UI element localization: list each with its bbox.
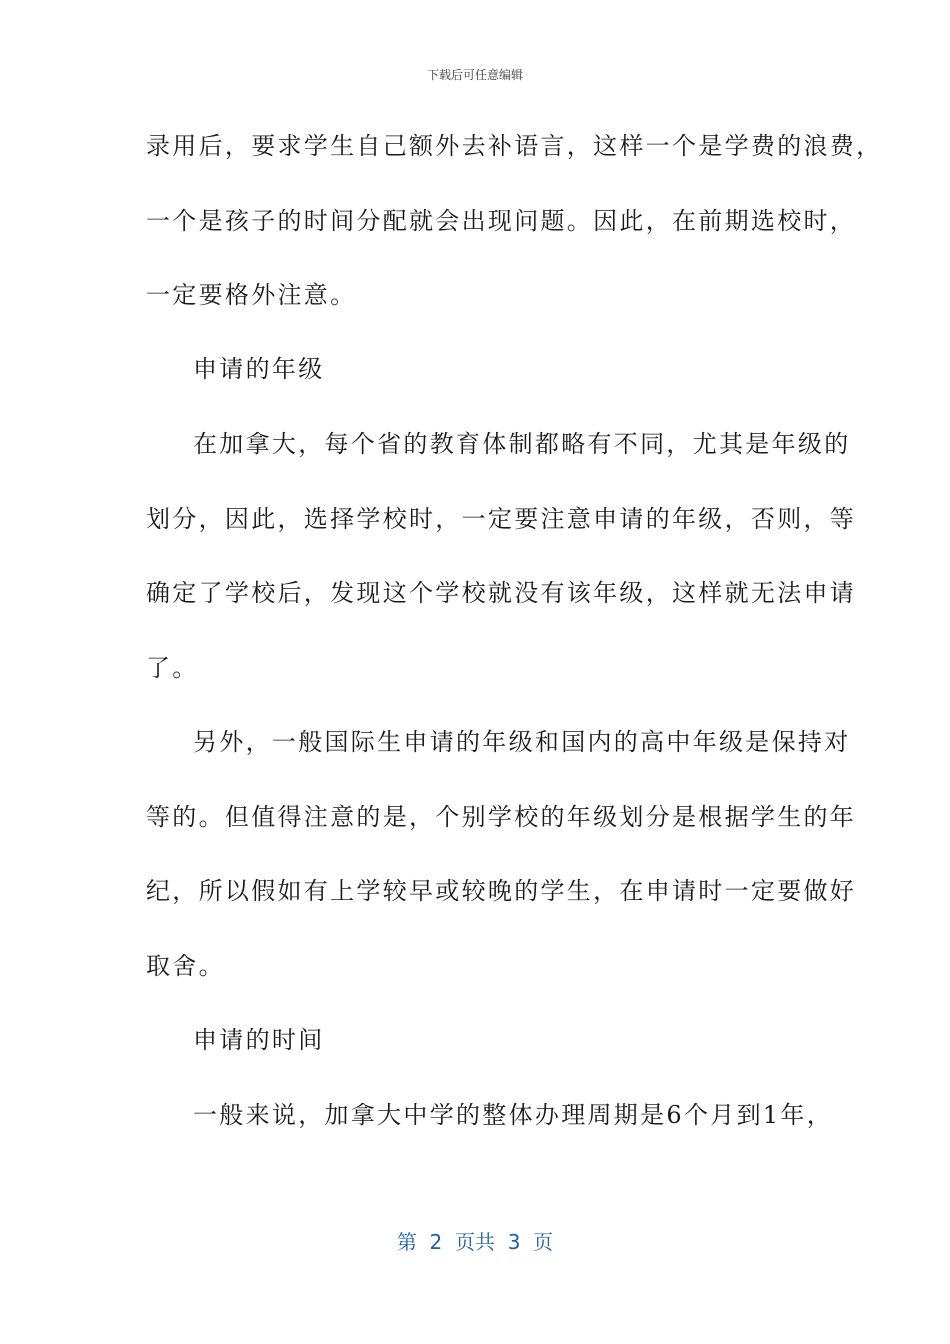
body-line: 一般来说，加拿大中学的整体办理周期是6个月到1年， — [193, 1101, 834, 1129]
body-line: 另外，一般国际生申请的年级和国内的高中年级是保持对 — [193, 728, 851, 756]
section-heading: 申请的年级 — [193, 355, 325, 383]
body-line: 一个是孩子的时间分配就会出现问题。因此，在前期选校时， — [146, 207, 857, 235]
body-line: 一定要格外注意。 — [146, 281, 357, 309]
body-line: 纪，所以假如有上学较早或较晚的学生，在申请时一定要做好 — [146, 877, 857, 905]
page-number-footer: 第 2 页共 3 页 — [396, 1230, 554, 1254]
body-line: 等的。但值得注意的是，个别学校的年级划分是根据学生的年 — [146, 803, 857, 831]
page-header: 下载后可任意编辑 — [426, 68, 523, 82]
body-line: 取舍。 — [146, 952, 225, 980]
body-line: 在加拿大，每个省的教育体制都略有不同，尤其是年级的 — [193, 430, 851, 458]
section-heading: 申请的时间 — [193, 1026, 325, 1054]
body-line: 确定了学校后，发现这个学校就没有该年级，这样就无法申请 — [146, 579, 857, 607]
body-line: 划分，因此，选择学校时，一定要注意申请的年级，否则，等 — [146, 505, 857, 533]
body-line: 录用后，要求学生自己额外去补语言，这样一个是学费的浪费， — [146, 132, 883, 160]
body-line: 了。 — [146, 654, 199, 682]
